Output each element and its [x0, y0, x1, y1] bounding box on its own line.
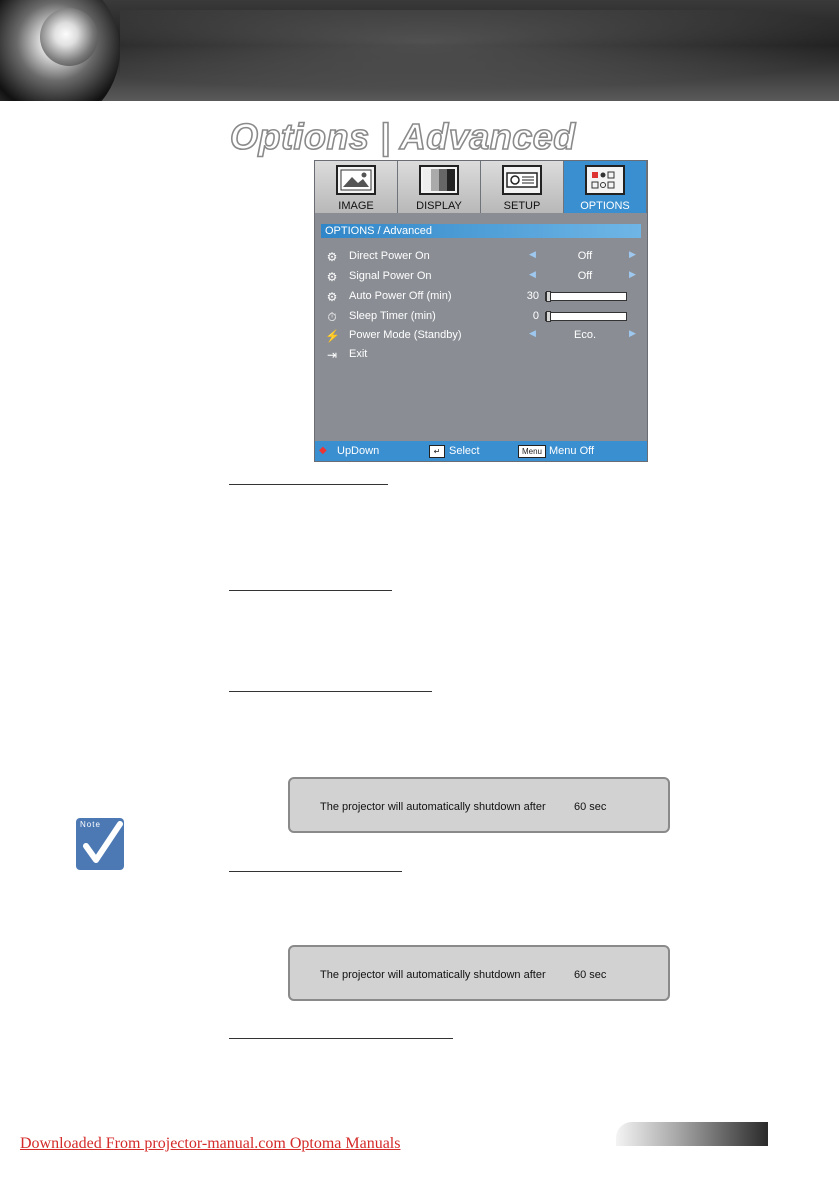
power-setting-icon: ⚙: [326, 270, 338, 284]
row-power-mode[interactable]: [323, 327, 641, 345]
menu-key-icon: Menu: [518, 445, 546, 458]
footer-select-label: Select: [449, 445, 480, 457]
row-value: Off: [577, 270, 593, 282]
setup-tab-icon: [502, 165, 542, 195]
row-label: Signal Power On: [349, 270, 432, 282]
right-arrow-icon[interactable]: ▶: [629, 269, 636, 279]
heading-underline: [229, 484, 388, 485]
power-setting-icon: ⚙: [326, 250, 338, 264]
lens-highlight: [40, 8, 98, 66]
row-direct-power-on[interactable]: [323, 248, 641, 266]
shutdown-message-box: [288, 777, 670, 833]
display-tab-icon: [419, 165, 459, 195]
osd-header: OPTIONS / Advanced: [321, 224, 641, 238]
banner-sheen: [120, 10, 839, 90]
row-number: 30: [526, 290, 539, 302]
shutdown-seconds: 60 sec: [574, 969, 607, 981]
row-label: Power Mode (Standby): [349, 329, 462, 341]
row-exit[interactable]: [323, 346, 641, 364]
checkmark-icon: [76, 818, 124, 870]
slider-knob[interactable]: [546, 311, 551, 322]
enter-key-icon: ↵: [429, 445, 445, 458]
auto-power-off-slider[interactable]: [545, 292, 627, 301]
heading-underline: [229, 691, 432, 692]
page-number-tab: [616, 1122, 768, 1146]
footer-updown-label: UpDown: [337, 445, 380, 457]
osd-menu: [314, 160, 648, 462]
left-arrow-icon[interactable]: ◀: [529, 249, 536, 259]
tab-display[interactable]: [398, 161, 481, 213]
tab-image-label: IMAGE: [338, 200, 374, 212]
osd-footer: [315, 441, 647, 461]
tab-setup[interactable]: [481, 161, 564, 213]
shutdown-message-box: [288, 945, 670, 1001]
tab-setup-label: SETUP: [503, 200, 541, 212]
row-auto-power-off[interactable]: [323, 288, 641, 306]
shutdown-message: The projector will automatically shutdown after: [320, 801, 546, 813]
heading-underline: [229, 871, 402, 872]
tab-options-label: OPTIONS: [580, 200, 630, 212]
shutdown-seconds: 60 sec: [574, 801, 607, 813]
row-signal-power-on[interactable]: [323, 268, 641, 286]
top-banner: [0, 0, 839, 101]
tab-display-label: DISPLAY: [416, 200, 462, 212]
tab-options[interactable]: [564, 161, 647, 213]
heading-underline: [229, 1038, 453, 1039]
note-label: Note: [80, 820, 101, 829]
page-title: Options | Advanced: [230, 116, 576, 157]
updown-arrow-icon: ◆: [319, 445, 327, 456]
options-tab-icon: [585, 165, 625, 195]
note-icon: [76, 818, 124, 870]
row-label: Direct Power On: [349, 250, 430, 262]
row-label: Sleep Timer (min): [349, 310, 436, 322]
row-label: Exit: [349, 348, 368, 360]
osd-tabs: [315, 161, 647, 213]
exit-icon: ⇥: [326, 348, 338, 362]
row-value: Eco.: [573, 329, 596, 341]
image-tab-icon: [336, 165, 376, 195]
shutdown-message: The projector will automatically shutdown after: [320, 969, 546, 981]
left-arrow-icon[interactable]: ◀: [529, 269, 536, 279]
right-arrow-icon[interactable]: ▶: [629, 249, 636, 259]
tab-image[interactable]: [315, 161, 398, 213]
footer-download-link[interactable]: Downloaded From projector-manual.com Optoma Manuals: [20, 1135, 401, 1152]
sleep-timer-slider[interactable]: [545, 312, 627, 321]
plug-icon: ⚡: [325, 329, 340, 343]
footer-menu-off-label: Menu Off: [549, 445, 595, 457]
right-arrow-icon[interactable]: ▶: [629, 328, 636, 338]
left-arrow-icon[interactable]: ◀: [529, 328, 536, 338]
row-number: 0: [532, 310, 539, 322]
heading-underline: [229, 590, 392, 591]
timer-icon: ⏱: [327, 310, 337, 324]
row-label: Auto Power Off (min): [349, 290, 452, 302]
slider-knob[interactable]: [546, 291, 551, 302]
row-sleep-timer[interactable]: [323, 308, 641, 326]
power-setting-icon: ⚙: [326, 290, 338, 304]
row-value: Off: [577, 250, 593, 262]
